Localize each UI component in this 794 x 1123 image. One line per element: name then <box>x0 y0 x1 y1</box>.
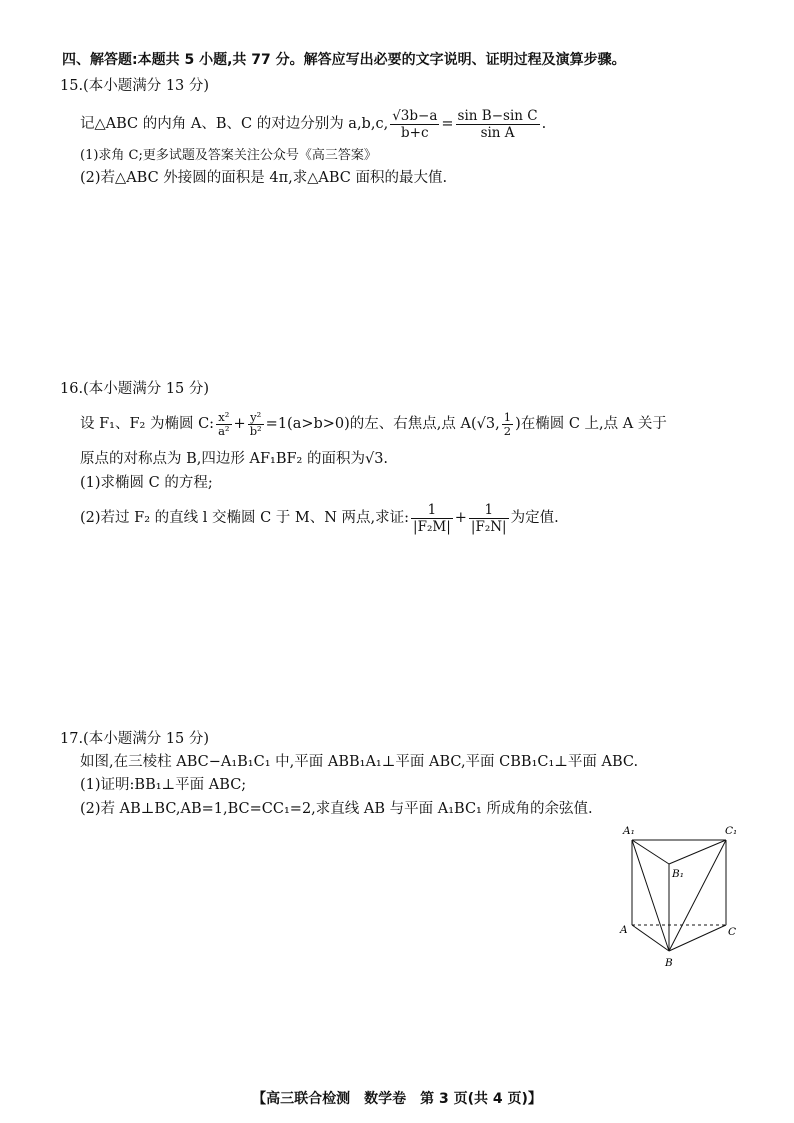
q16-fx-den: a² <box>218 423 230 438</box>
prism-figure <box>614 818 744 973</box>
q15-stem-prefix: 记△ABC 的内角 A、B、C 的对边分别为 a,b,c, <box>80 116 389 132</box>
label-a1: A₁ <box>623 825 635 837</box>
q16-fn-num: 1 <box>469 502 509 519</box>
q16-stem <box>80 404 667 444</box>
q15-frac1-den: b+c <box>401 124 429 141</box>
page-footer: 【高三联合检测 数学卷 第 3 页(共 4 页)】 <box>252 1091 542 1107</box>
q15-fraction-right <box>456 108 540 141</box>
q15-part1: (1)求角 C;更多试题及答案关注公众号《高三答案》 <box>80 148 377 163</box>
q16-part2 <box>80 498 559 538</box>
q16-plus2: + <box>454 510 467 526</box>
q16-frac-y <box>248 411 264 438</box>
q16-stem-c: )在椭圆 C 上,点 A 关于 <box>515 416 667 432</box>
label-b: B <box>665 957 673 969</box>
q15-stem <box>80 104 546 144</box>
q16-fx-num: x² <box>216 411 231 425</box>
q17-header: 17.(本小题满分 15 分) <box>60 731 210 747</box>
q16-part2-suffix: 为定值. <box>510 510 559 526</box>
q16-fm-num: 1 <box>411 502 453 519</box>
edge-c1b <box>669 840 726 951</box>
edge-ab <box>632 925 669 951</box>
label-a: A <box>620 924 628 936</box>
q17-stem: 如图,在三棱柱 ABC−A₁B₁C₁ 中,平面 ABB₁A₁⊥平面 ABC,平面 CBB₁C₁⊥平面 ABC. <box>80 754 639 770</box>
q15-fraction-left <box>390 108 439 141</box>
q16-fh-den: 2 <box>503 423 512 438</box>
q15-stem-suffix: . <box>541 116 547 132</box>
q16-stem-a: 设 F₁、F₂ 为椭圆 C: <box>80 416 215 432</box>
edge-bc <box>669 925 726 951</box>
q16-fn-den: |F₂N| <box>470 518 507 535</box>
q17-part1: (1)证明:BB₁⊥平面 ABC; <box>80 777 247 793</box>
q16-part2-prefix: (2)若过 F₂ 的直线 l 交椭圆 C 于 M、N 两点,求证: <box>80 510 410 526</box>
label-c: C <box>728 926 737 938</box>
q16-stem-b: =1(a>b>0)的左、右焦点,点 A(√3, <box>265 416 500 432</box>
q15-header: 15.(本小题满分 13 分) <box>60 78 210 94</box>
q15-part2: (2)若△ABC 外接圆的面积是 4π,求△ABC 面积的最大值. <box>80 170 448 186</box>
q17-part2: (2)若 AB⊥BC,AB=1,BC=CC₁=2,求直线 AB 与平面 A₁BC₁ 所成角的余弦值. <box>80 801 593 817</box>
q16-frac-half <box>502 411 513 438</box>
q16-fy-den: b² <box>249 423 262 438</box>
section-heading: 四、解答题:本题共 5 小题,共 77 分。解答应写出必要的文字说明、证明过程及演算步骤。 <box>62 52 626 68</box>
q16-stem-line2: 原点的对称点为 B,四边形 AF₁BF₂ 的面积为√3. <box>80 451 389 467</box>
q16-header: 16.(本小题满分 15 分) <box>60 381 210 397</box>
q16-frac-x <box>216 411 231 438</box>
q16-fm-den: |F₂M| <box>413 518 451 535</box>
q16-frac-f2n <box>469 502 509 535</box>
edge-a1b <box>632 840 669 951</box>
q15-frac2-num: sin B−sin C <box>457 107 538 124</box>
q15-frac2-den: sin A <box>480 124 515 141</box>
q16-fh-num: 1 <box>503 409 512 424</box>
label-b1: B₁ <box>672 868 684 880</box>
q16-plus: + <box>233 416 246 432</box>
label-c1: C₁ <box>725 825 738 837</box>
q16-fy-num: y² <box>248 411 264 425</box>
q15-equals: = <box>441 116 454 132</box>
edge-a1b1 <box>632 840 669 864</box>
q16-frac-f2m <box>411 502 453 535</box>
q16-part1: (1)求椭圆 C 的方程; <box>80 475 213 491</box>
edge-b1c1 <box>669 840 726 864</box>
q15-frac1-num: √3b−a <box>392 107 438 124</box>
